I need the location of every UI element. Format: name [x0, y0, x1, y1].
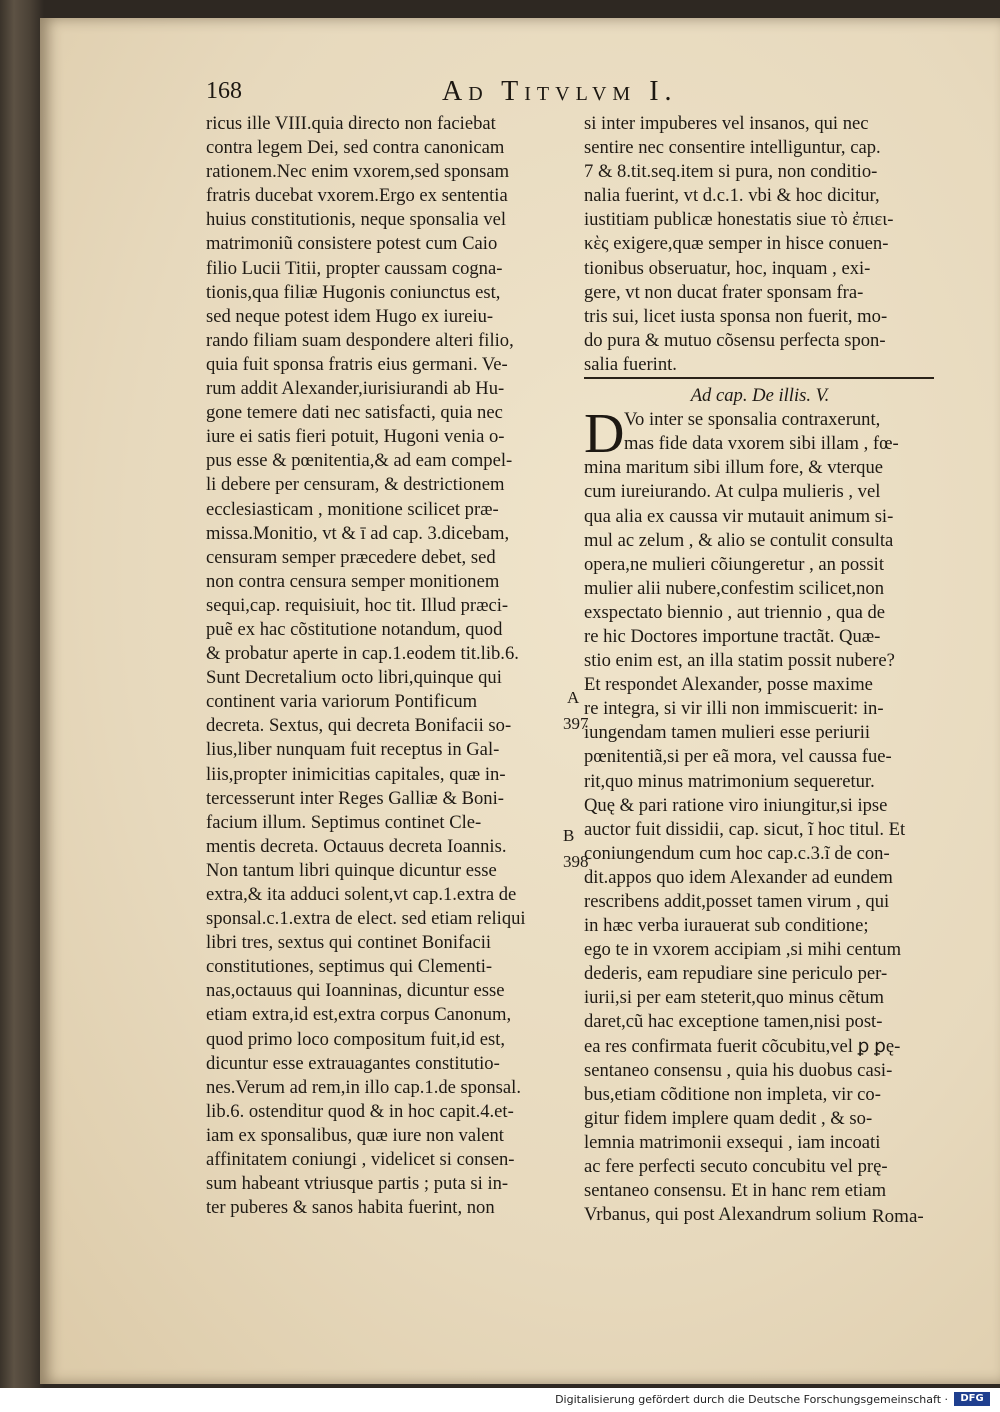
text-line: pus esse & pœnitentia,& ad eam compel-: [206, 450, 513, 472]
text-line: mina maritum sibi illum fore, & vterque: [584, 457, 883, 479]
text-line: opera,ne mulieri cõiungeretur , an possit: [584, 553, 884, 575]
section-heading: Ad cap. De illis. V.: [690, 385, 830, 407]
text-line: mulier alii nubere,confestim scilicet,non: [584, 577, 884, 599]
text-line: Sunt Decretalium octo libri,quinque qui: [206, 667, 502, 689]
text-line: sum habeant vtriusque partis ; puta si in-: [206, 1173, 509, 1195]
text-line: auctor fuit dissidii, cap. sicut, ĩ hoc titul. Et: [584, 818, 906, 840]
text-line: non contra censura semper monitionem: [206, 570, 500, 592]
text-line: bus,etiam cõditione non impleta, vir co-: [584, 1083, 881, 1105]
text-line: rationem.Nec enim vxorem,sed sponsam: [206, 161, 510, 183]
text-line: ecclesiasticam , monitione scilicet præ-: [206, 498, 499, 520]
text-line: dit.appos quo idem Alexander ad eundem: [584, 866, 893, 888]
text-line: rescribens addit,posset tamen virum , qui: [584, 891, 890, 912]
text-line: ricus ille VIII.quia directo non faciebat: [206, 113, 496, 134]
text-line: continent varia variorum Pontificum: [206, 691, 478, 713]
text-line: ego te in vxorem accipiam ,si mihi centum: [584, 939, 902, 961]
text-line: contra legem Dei, sed contra canonicam: [206, 137, 505, 159]
text-line: ea res confirmata fuerit cõcubitu,vel ꝑ ꝑę-: [584, 1035, 901, 1057]
text-line: ter puberes & sanos habita fuerint, non: [206, 1197, 495, 1219]
section-rule: [584, 377, 934, 382]
page-header: [206, 76, 946, 110]
right-text-column: [584, 112, 936, 1227]
text-line: matrimoniũ consistere potest cum Caio: [206, 233, 498, 255]
text-line: quod primo loco compositum fuit,id est,: [206, 1028, 506, 1050]
text-line: fratris ducebat vxorem.Ergo ex sententia: [206, 185, 508, 207]
text-line: iurii,si per eam steterit,quo minus cẽtum: [584, 987, 885, 1009]
text-line: etiam extra,id est,extra corpus Canonum,: [206, 1004, 512, 1026]
text-line: rit,quo minus matrimonium sequeretur.: [584, 770, 875, 792]
text-line: mas fide data vxorem sibi illam , fœ-: [624, 433, 899, 455]
right-column-bottom-text: [584, 403, 936, 1227]
text-line: filio Lucii Titii, propter caussam cogna-: [206, 257, 503, 279]
text-line: sequi,cap. requisiuit, hoc tit. Illud præci-: [206, 594, 509, 616]
text-line: constitutiones, septimus qui Clementi-: [206, 956, 493, 978]
text-line: puẽ ex hac cõstitutione notandum, quod: [206, 618, 503, 640]
text-line: si inter impuberes vel insanos, qui nec: [584, 113, 869, 134]
text-line: tris sui, licet iusta sponsa non fuerit, mo-: [584, 305, 888, 327]
text-line: decreta. Sextus, qui decreta Bonifacii so-: [206, 715, 512, 737]
catchword: Roma-: [872, 1206, 924, 1227]
margin-note-398: 398: [563, 852, 589, 871]
text-line: liis,propter inimicitias capitales, quæ in-: [206, 763, 506, 785]
text-line: exspectato biennio , aut triennio , qua de: [584, 601, 886, 623]
text-line: iungendam tamen mulieri esse periurii: [584, 722, 871, 744]
text-line: li debere per censuram, & destrictionem: [206, 474, 505, 496]
text-line: sentaneo consensu. Et in hanc rem etiam: [584, 1180, 887, 1202]
text-line: 7 & 8.tit.seq.item si pura, non conditio-: [584, 161, 878, 183]
text-line: Vrbanus, qui post Alexandrum solium: [584, 1204, 867, 1226]
text-line: daret,cũ hac exceptione tamen,nisi post-: [584, 1011, 883, 1033]
text-line: missa.Monitio, vt & ī ad cap. 3.dicebam,: [206, 522, 510, 544]
text-line: facium illum. Septimus continet Cle-: [206, 811, 482, 833]
text-line: extra,& ita adduci solent,vt cap.1.extra de: [206, 884, 517, 905]
margin-note-397: 397: [563, 714, 589, 733]
section-body: [584, 403, 936, 1227]
drop-cap: D: [584, 403, 625, 466]
right-column-top-text: [584, 112, 936, 377]
text-line: gitur fidem implere quam dedit , & so-: [584, 1107, 873, 1129]
text-line: libri tres, sextus qui continet Bonifacii: [206, 932, 492, 954]
text-line: stio enim est, an illa statim possit nubere?: [584, 650, 895, 672]
page-number: 168: [206, 78, 242, 104]
text-line: rando filiam suam despondere alteri filio,: [206, 329, 514, 351]
text-line: lib.6. ostenditur quod & in hoc capit.4.et-: [206, 1100, 514, 1122]
text-line: sponsal.c.1.extra de elect. sed etiam reliqui: [206, 908, 526, 930]
text-line: sentaneo consensu , quia his duobus casi-: [584, 1059, 893, 1081]
text-line: iam ex sponsalibus, quæ iure non valent: [206, 1124, 504, 1146]
text-line: gone temere dati nec satisfacti, quia nec: [206, 402, 503, 424]
text-line: pœnitentiã,si per eã mora, vel caussa fue-: [584, 746, 892, 768]
text-line: & probatur aperte in cap.1.eodem tit.lib.6.: [206, 643, 519, 665]
text-line: re integra, si vir illi non immiscuerit: in-: [584, 698, 884, 720]
text-line: dicuntur esse extrauagantes constitutio-: [206, 1052, 500, 1074]
text-line: ac fere perfecti secuto concubitu vel prę-: [584, 1156, 888, 1178]
funding-notice: Digitalisierung gefördert durch die Deutsche Forschungsgemeinschaft ·: [555, 1393, 948, 1406]
text-line: huius constitutionis, neque sponsalia vel: [206, 209, 507, 231]
text-line: censuram semper præcedere debet, sed: [206, 546, 496, 568]
text-line: gere, vt non ducat frater sponsam fra-: [584, 281, 864, 303]
text-line: re hic Doctores importune tractãt. Quæ-: [584, 625, 881, 647]
text-line: in hæc verba iurauerat sub conditione;: [584, 915, 869, 937]
text-line: coniungendum cum hoc cap.c.3.ĩ de con-: [584, 842, 890, 864]
text-line: tionis,qua filiæ Hugonis coniunctus est,: [206, 281, 501, 303]
text-line: cum iureiurando. At culpa mulieris , vel: [584, 481, 881, 503]
text-line: Et respondet Alexander, posse maxime: [584, 674, 873, 696]
text-line: rum addit Alexander,iurisiurandi ab Hu-: [206, 378, 505, 400]
text-line: tercesserunt inter Reges Galliæ & Boni-: [206, 787, 504, 809]
text-line: qua alia ex caussa vir mutauit animum si-: [584, 505, 894, 527]
text-line: affinitatem coniungi , videlicet si consen-: [206, 1149, 515, 1171]
text-line: nalia fuerint, vt d.c.1. vbi & hoc dicitur,: [584, 185, 880, 207]
text-line: lemnia matrimonii exsequi , iam incoati: [584, 1131, 881, 1153]
text-line: κὲς exigere,quæ semper in hisce conuen-: [584, 233, 889, 255]
text-line: nas,octauus qui Ioanninas, dicuntur esse: [206, 980, 505, 1002]
text-line: Non tantum libri quinque dicuntur esse: [206, 859, 497, 881]
margin-note-b: B: [563, 826, 575, 845]
text-line: iustitiam publicæ honestatis siue τὸ ἐπιει-: [584, 209, 894, 231]
margin-note-a: A: [567, 688, 580, 707]
text-line: nes.Verum ad rem,in illo cap.1.de sponsal.: [206, 1076, 521, 1098]
running-title: Ad Titvlvm I.: [442, 76, 678, 107]
text-line: lius,liber nunquam fuit receptus in Gal-: [206, 739, 500, 761]
text-line: salia fuerint.: [584, 353, 677, 375]
text-line: Quę & pari ratione viro iniungitur,si ipse: [584, 794, 888, 816]
text-line: iure ei satis fieri potuit, Hugoni venia o-: [206, 426, 505, 448]
text-line: sed neque potest idem Hugo ex iureiu-: [206, 305, 494, 327]
left-text-column: [206, 112, 566, 1220]
text-line: quia fuit sponsa fratris eius germani. Ve-: [206, 353, 508, 375]
text-line: mul ac zelum , & alio se contulit consulta: [584, 529, 894, 551]
text-line: do pura & mutuo cõsensu perfecta spon-: [584, 329, 886, 351]
text-line: mentis decreta. Octauus decreta Ioannis.: [206, 835, 507, 857]
text-line: sentire nec consentire intelliguntur, cap.: [584, 137, 881, 159]
text-line: tionibus obseruatur, hoc, inquam , exi-: [584, 257, 871, 279]
text-line: Vo inter se sponsalia contraxerunt,: [624, 409, 881, 431]
text-line: dederis, eam repudiare sine periculo per-: [584, 963, 888, 985]
dfg-logo: DFG: [954, 1392, 990, 1406]
